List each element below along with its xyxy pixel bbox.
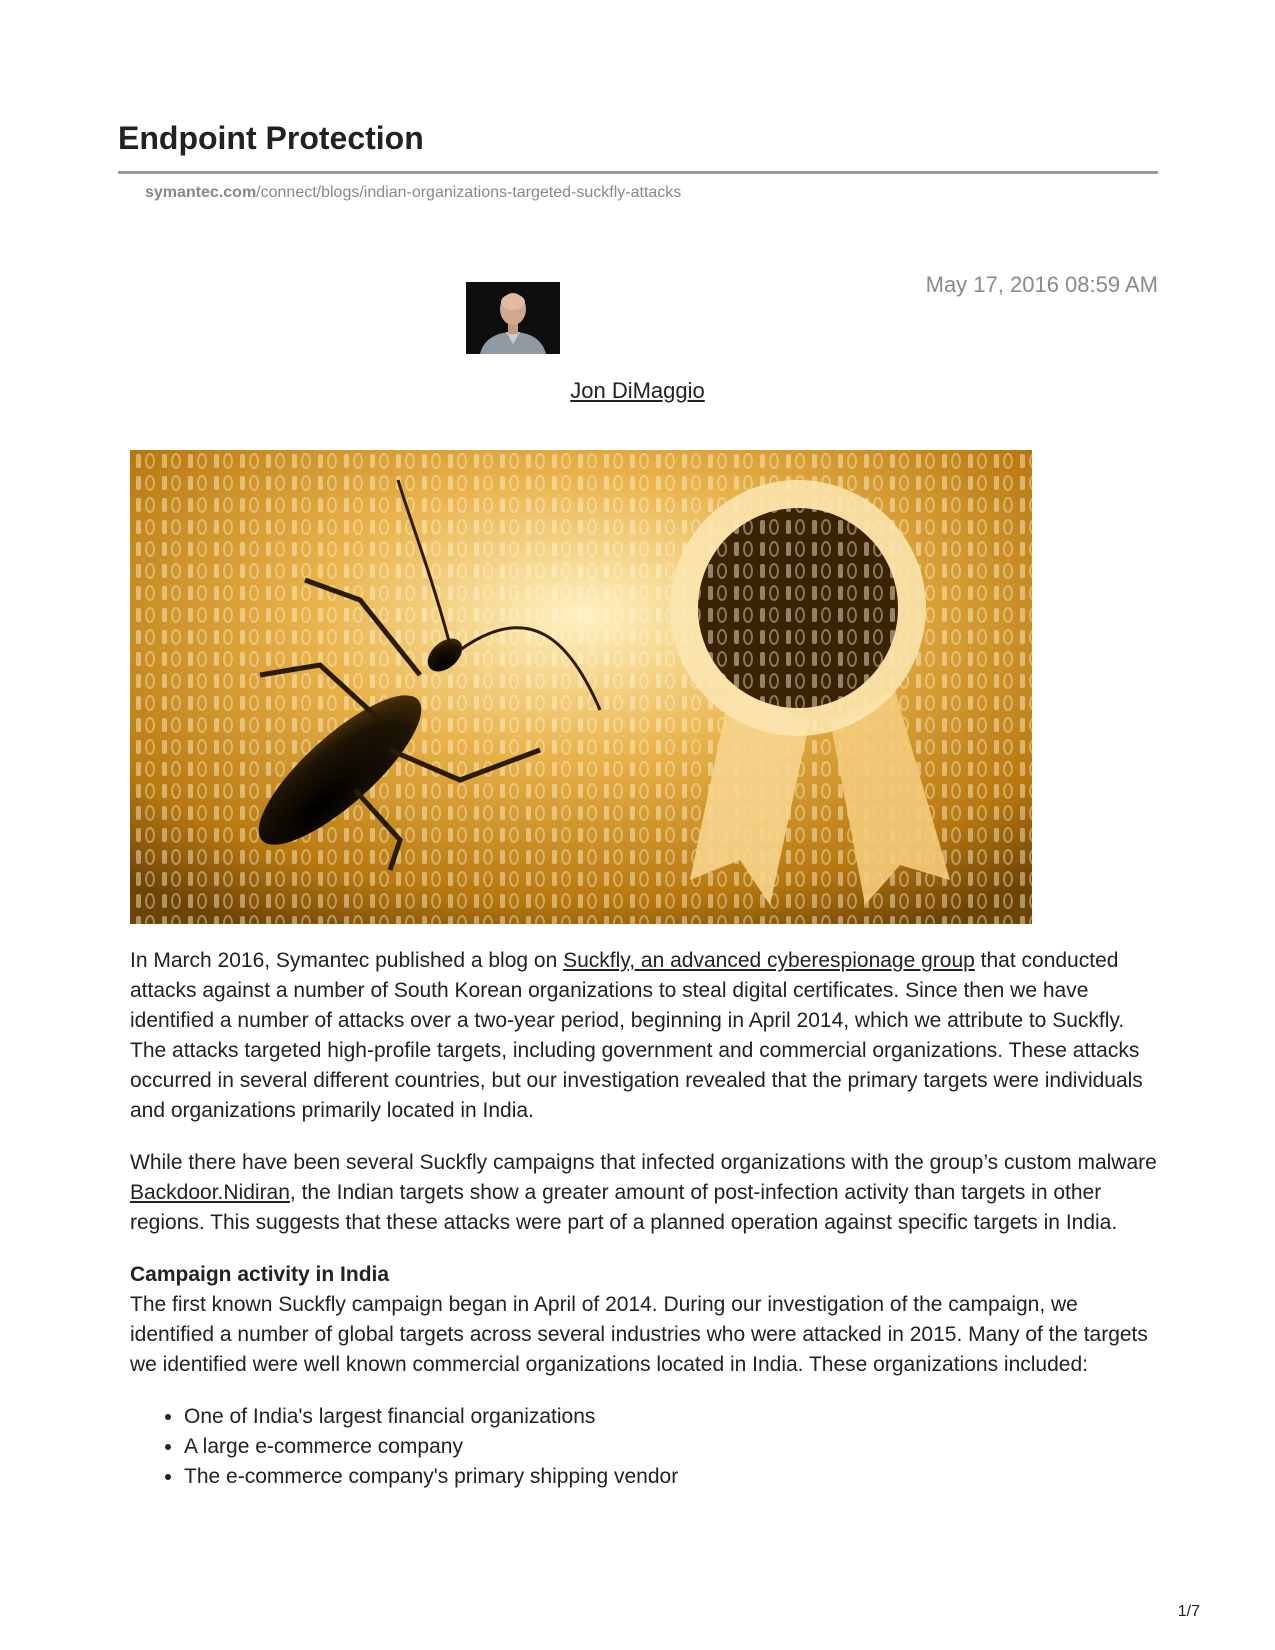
title-divider <box>118 171 1158 174</box>
paragraph-text: The first known Suckfly campaign began in April of 2014. During our investigation of the campaign, we identified a number of global targets across several industries who were attacked in 2015. Many of the targets we identified were well known commercial organizations located in India. These organizations included: <box>130 1293 1148 1376</box>
paragraph-intro <box>130 946 1162 1126</box>
list-item: • A large e-commerce company <box>184 1432 1162 1462</box>
post-date: May 17, 2016 08:59 AM <box>925 272 1158 297</box>
backdoor-nidiran-link[interactable]: Backdoor.Nidiran <box>130 1181 290 1204</box>
author-avatar <box>466 282 560 354</box>
page-number: 1/7 <box>1177 1603 1200 1620</box>
targets-list <box>130 1402 1162 1492</box>
hero-image <box>130 450 1032 924</box>
section-campaign-activity <box>130 1260 1162 1380</box>
paragraph-text: , the Indian targets show a greater amount of post-infection activity than targets in other regions. This suggests that these attacks were part of a planned operation against specific targets in India. <box>130 1181 1118 1234</box>
page-title: Endpoint Protection <box>118 120 424 156</box>
suckfly-blog-link[interactable]: Suckfly, an advanced cyberespionage group <box>563 949 975 972</box>
article-body <box>130 946 1162 1492</box>
paragraph-text: While there have been several Suckfly campaigns that infected organizations with the group’s custom malware <box>130 1151 1157 1174</box>
author-name <box>0 378 1275 404</box>
paragraph-text: In March 2016, Symantec published a blog on <box>130 949 564 972</box>
paragraph-text: that conducted attacks against a number of South Korean organizations to steal digital certificates. Since then we have identified a number of attacks over a two-year period, beginning in April 2014, which we attribute to Suckfly. The attacks targeted high-profile targets, including government and commercial organizations. These attacks occurred in several different countries, but our investigation revealed that the primary targets were individuals and organizations primarily located in India. <box>130 949 1143 1122</box>
source-url-domain: symantec.com <box>145 184 257 201</box>
list-item: • The e-commerce company's primary shipping vendor <box>184 1462 1162 1492</box>
author-link[interactable]: Jon DiMaggio <box>570 378 705 403</box>
author-photo <box>466 282 560 354</box>
section-heading: Campaign activity in India <box>130 1263 390 1286</box>
list-item: • One of India's largest financial organizations <box>184 1402 1162 1432</box>
source-url-path: /connect/blogs/indian-organizations-targeted-suckfly-attacks <box>256 184 682 201</box>
source-url[interactable] <box>145 184 681 202</box>
paragraph-campaigns <box>130 1148 1162 1238</box>
